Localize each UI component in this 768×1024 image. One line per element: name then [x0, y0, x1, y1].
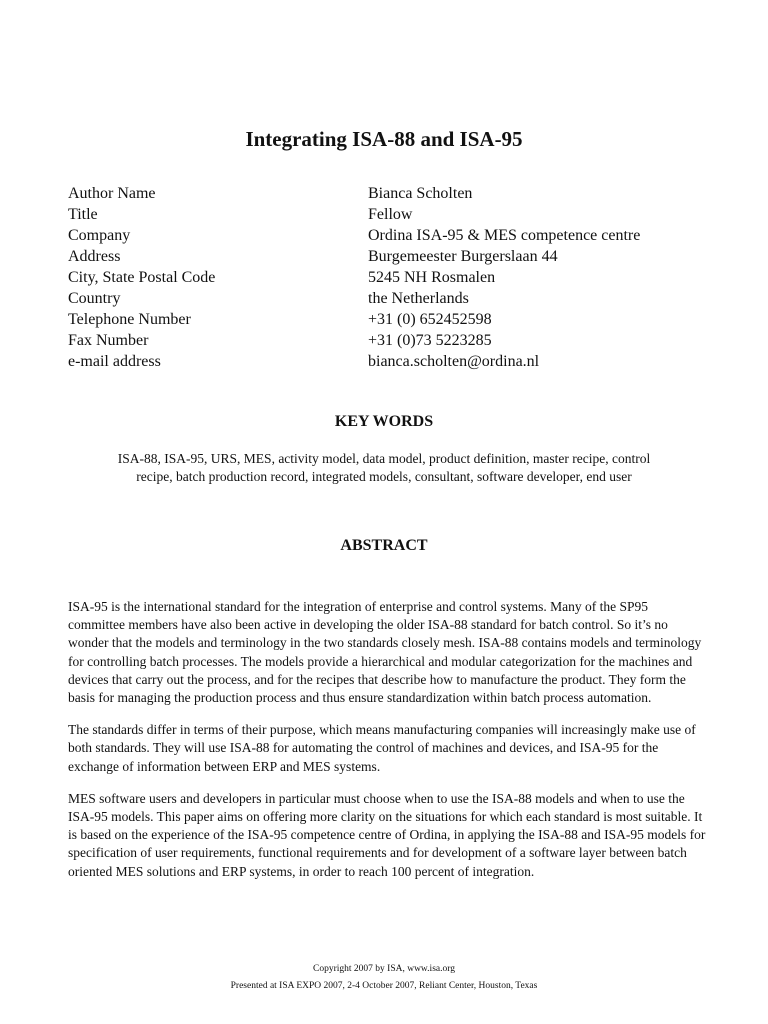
abstract-heading: ABSTRACT	[340, 537, 428, 554]
info-row	[68, 225, 708, 246]
info-label: Address	[68, 248, 121, 265]
info-value: Fellow	[368, 206, 413, 223]
info-label: Title	[68, 206, 98, 223]
info-row	[68, 330, 708, 351]
info-row	[68, 183, 708, 204]
author-info-block	[68, 183, 708, 372]
info-label: e-mail address	[68, 353, 161, 370]
info-value: Bianca Scholten	[368, 185, 473, 202]
info-label: City, State Postal Code	[68, 269, 216, 286]
abstract-paragraph: ISA-95 is the international standard for the integration of enterprise and control systems. Many of the SP95 committee members have also been active in developing the older ISA-88 standard for batch control. So it’s no wonder that the models and terminology in the two standards closely mesh. ISA-88 contains models and terminology for controlling batch processes. The models provide a hierarchical and modular categorization for the machines and devices that carry out the process, and for the recipes that describe how to manufacture the product. They form the basis for managing the production process and thus ensure standardization within batch process automation.	[68, 599, 702, 706]
info-row	[68, 204, 708, 225]
info-value: +31 (0)73 5223285	[368, 332, 492, 349]
info-value: Burgemeester Burgerslaan 44	[368, 248, 558, 265]
abstract-paragraph: MES software users and developers in particular must choose when to use the ISA-88 models and when to use the ISA-95 models. This paper aims on offering more clarity on the situations for which each standard is most suitable. It is based on the experience of the ISA-95 competence centre of Ordina, in applying the ISA-88 and ISA-95 models for specification of user requirements, functional requirements and for development of a software layer between batch oriented MES solutions and ERP systems, in order to reach 100 percent of integration.	[68, 790, 706, 879]
info-label: Country	[68, 290, 121, 307]
keywords-line: recipe, batch production record, integrated models, consultant, software developer, end user	[136, 469, 632, 484]
info-row	[68, 351, 708, 372]
email-value: bianca.scholten@ordina.nl	[368, 353, 540, 370]
keywords-heading: KEY WORDS	[334, 413, 434, 430]
info-value: Ordina ISA-95 & MES competence centre	[368, 227, 641, 244]
info-row	[68, 288, 708, 309]
info-label: Author Name	[68, 185, 156, 202]
info-row	[68, 267, 708, 288]
abstract-paragraph: The standards differ in terms of their purpose, which means manufacturing companies will increasingly make use of both standards. They will use ISA-88 for automating the control of machines and devices, and ISA-95 for the exchange of information between ERP and MES systems.	[68, 722, 696, 774]
abstract-body	[68, 598, 708, 895]
info-row	[68, 246, 708, 267]
info-label: Telephone Number	[68, 311, 191, 328]
keywords-line: ISA-88, ISA-95, URS, MES, activity model, data model, product definition, master recipe, control	[117, 451, 651, 466]
footer-copyright: Copyright 2007 by ISA, www.isa.org	[313, 964, 455, 974]
info-row	[68, 309, 708, 330]
info-value: 5245 NH Rosmalen	[368, 269, 496, 286]
footer-presented: Presented at ISA EXPO 2007, 2-4 October 2007, Reliant Center, Houston, Texas	[230, 981, 538, 991]
info-label: Fax Number	[68, 332, 149, 349]
info-value: +31 (0) 652452598	[368, 311, 492, 328]
info-value: the Netherlands	[368, 290, 469, 307]
paper-title: Integrating ISA-88 and ISA-95	[245, 127, 523, 151]
info-label: Company	[68, 227, 131, 244]
keywords-text	[72, 450, 696, 486]
